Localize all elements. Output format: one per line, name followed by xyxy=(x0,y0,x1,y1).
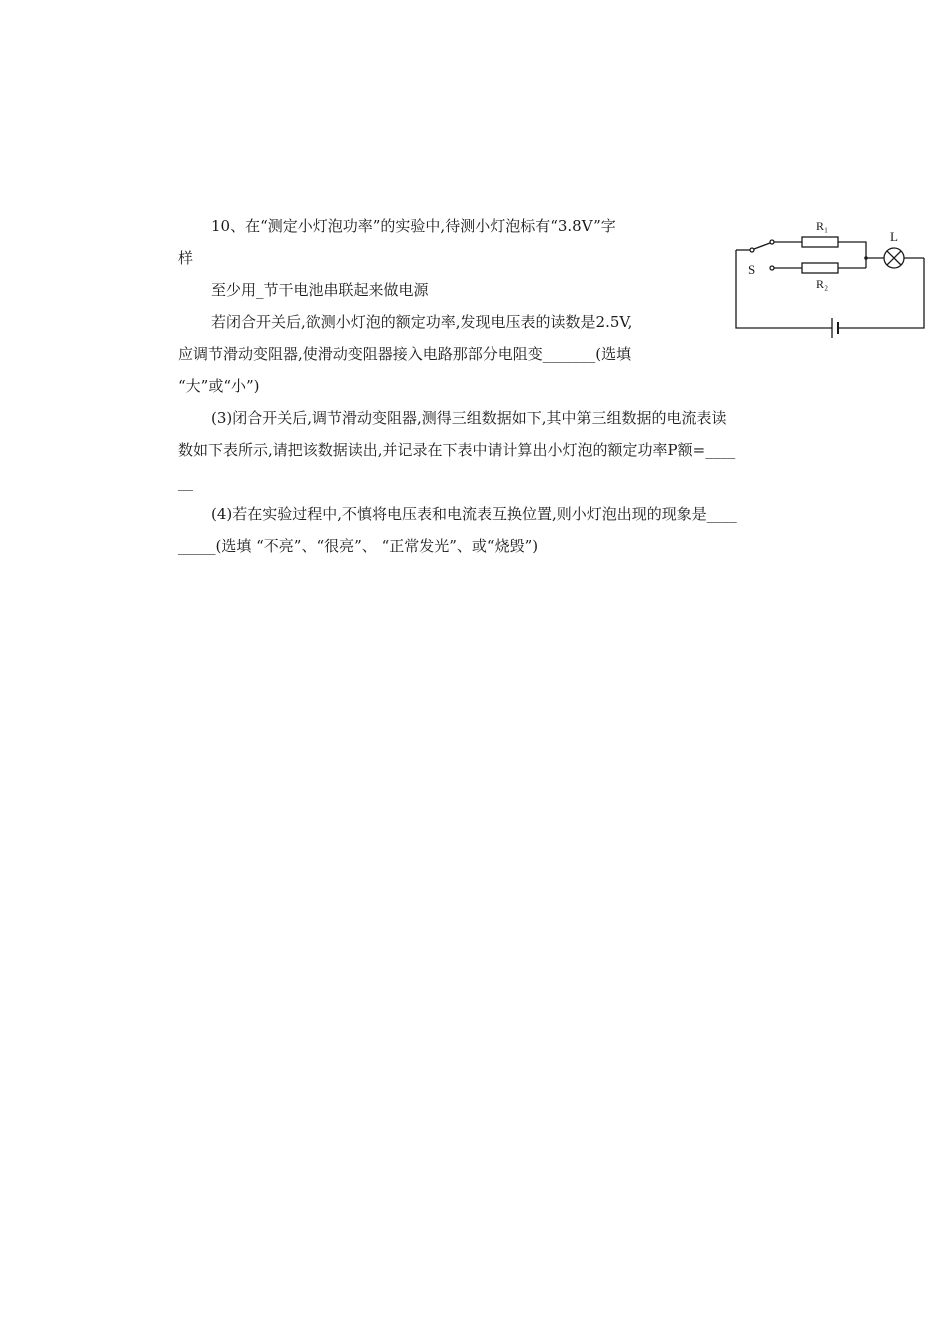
r2-resistor xyxy=(802,263,838,273)
question-line-3: 至少用_节干电池串联起来做电源 xyxy=(211,281,429,299)
question-line-6: “大”或“小”) xyxy=(178,377,260,395)
label-l: L xyxy=(890,229,898,244)
switch-blade xyxy=(754,243,770,249)
switch-contact-top xyxy=(770,240,774,244)
question-line-8: 数如下表所示,请把该数据读出,并记录在下表中请计算出小灯泡的额定功率P额=____ xyxy=(178,441,736,459)
question-line-1: 10、在“测定小灯泡功率”的实验中,待测小灯泡标有“3.8V”字 xyxy=(211,217,616,235)
question-line-2: 样 xyxy=(178,249,194,267)
question-line-10: (4)若在实验过程中,不慎将电压表和电流表互换位置,则小灯泡出现的现象是____ xyxy=(211,505,737,523)
label-s: S xyxy=(748,262,756,277)
label-r2: R₂ xyxy=(816,277,829,291)
r1-branch-wire-right xyxy=(838,242,866,268)
switch-pivot xyxy=(750,248,754,252)
question-line-9: __ xyxy=(178,473,193,491)
question-line-7: (3)闭合开关后,调节滑动变阻器,测得三组数据如下,其中第三组数据的电流表读 xyxy=(211,409,727,427)
circuit-diagram xyxy=(728,210,928,350)
switch-contact-bottom xyxy=(770,266,774,270)
junction-dot xyxy=(864,256,868,260)
question-line-4: 若闭合开关后,欲测小灯泡的额定功率,发现电压表的读数是2.5V, xyxy=(211,313,633,331)
r1-resistor xyxy=(802,237,838,247)
question-line-5: 应调节滑动变阻器,使滑动变阻器接入电路那部分电阻变_______(选填 xyxy=(178,345,632,363)
question-line-11: _____(选填 “不亮”、“很亮”、 “正常发光”、或“烧毁”) xyxy=(178,537,539,555)
label-r1: R₁ xyxy=(816,219,829,233)
